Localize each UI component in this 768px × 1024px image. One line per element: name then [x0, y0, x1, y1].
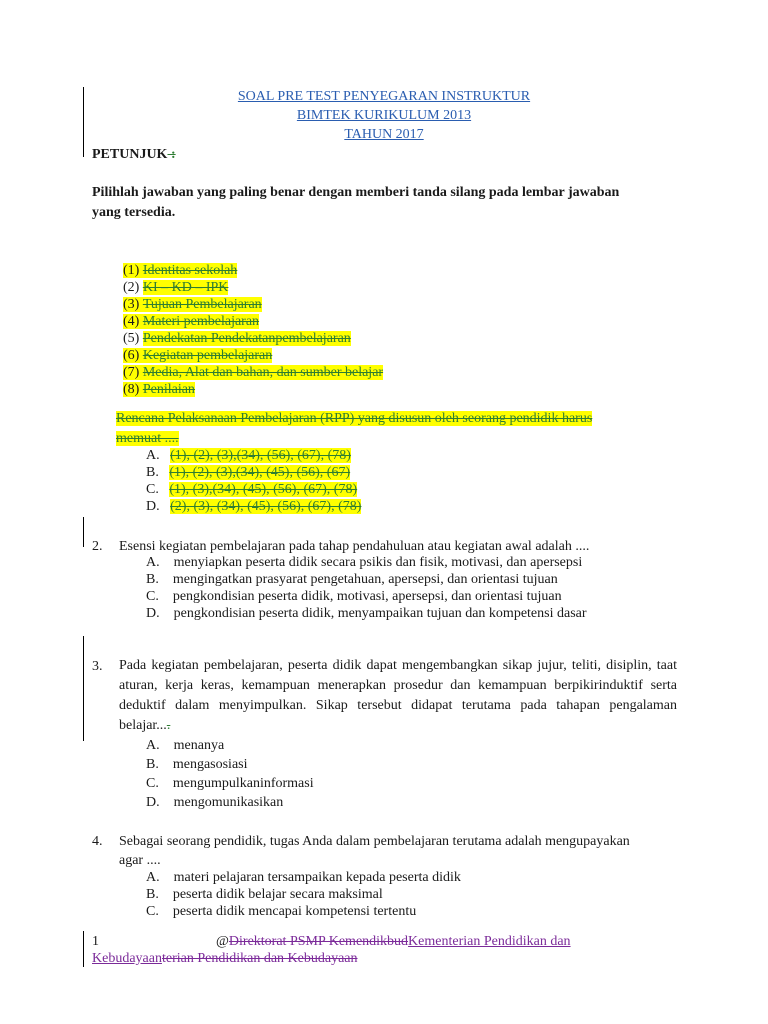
q4-stem-line1: Sebagai seorang pendidik, tugas Anda dalam pembelajaran terutama adalah mengupayakan [119, 834, 630, 849]
q4-option-a: A. materi pelajaran tersampaikan kepada peserta didik [146, 870, 461, 885]
doc-title-line3: TAHUN 2017 [344, 127, 424, 142]
list-item: (8) Penilaian [123, 382, 195, 397]
list-item: (3) Tujuan Pembelajaran [123, 297, 262, 312]
q1-stem-line2: memuat .... [116, 431, 179, 446]
q3-option-b: B. mengasosiasi [146, 757, 248, 772]
instruction-line2: yang tersedia. [92, 205, 176, 220]
q3-option-d: D. mengomunikasikan [146, 795, 284, 810]
q3-number: 3. [92, 659, 103, 674]
q3-option-a: A. menanya [146, 738, 225, 753]
petunjuk-heading [92, 146, 176, 163]
doc-title-line1: SOAL PRE TEST PENYEGARAN INSTRUKTUR [237, 89, 531, 104]
q3-stem: Pada kegiatan pembelajaran, peserta didik dapat mengembangkan sikap jujur, teliti, disiplin, taat aturan, kerja keras, kemampuan menerapkan prosedur dan kemampuan berpikirinduktif serta deduktif dalam menyimpulkan. Sikap tersebut didapat terutama pada tahapan pengalaman belajar.... [119, 658, 677, 733]
q2-option-c: C. pengkondisian peserta didik, motivasi, apersepsi, dan orientasi tujuan [146, 589, 562, 604]
q1-option-c: C. (1), (3),(34), (45), (56), (67), (78) [146, 482, 358, 497]
footer-line2: Kebudayaanterian Pendidikan dan Kebudayaan [92, 951, 358, 966]
q3-option-c: C. mengumpulkaninformasi [146, 776, 314, 791]
doc-title-line2: BIMTEK KURIKULUM 2013 [296, 108, 472, 123]
q4-stem-line2: agar .... [119, 853, 161, 868]
q4-option-b: B. peserta didik belajar secara maksimal [146, 887, 383, 902]
footer-line1: @Direktorat PSMP KemendikbudKementerian Pendidikan dan [216, 934, 571, 949]
change-bar [83, 636, 84, 741]
q1-stem-line1: Rencana Pelaksanaan Pembelajaran (RPP) yang disusun oleh seorang pendidik harus [116, 411, 593, 426]
q4-number: 4. [92, 834, 103, 849]
petunjuk-label: PETUNJUK [92, 147, 168, 162]
q2-option-a: A. menyiapkan peserta didik secara psikis dan fisik, motivasi, dan apersepsi [146, 555, 583, 570]
list-item: (2) KI – KD – IPK [123, 280, 229, 295]
list-item: (1) Identitas sekolah [123, 263, 238, 278]
page-number: 1 [92, 934, 99, 949]
q4-option-c: C. peserta didik mencapai kompetensi tertentu [146, 904, 417, 919]
q2-option-b: B. mengingatkan prasyarat pengetahuan, apersepsi, dan orientasi tujuan [146, 572, 558, 587]
list-item: (4) Materi pembelajaran [123, 314, 260, 329]
q2-number: 2. [92, 539, 103, 554]
q1-option-b: B. (1), (2), (3),(34), (45), (56), (67) [146, 465, 351, 480]
list-item: (7) Media, Alat dan bahan, dan sumber belajar [123, 365, 384, 380]
q1-option-d: D. (2), (3), (34), (45), (56), (67), (78) [146, 499, 362, 514]
change-bar [83, 517, 84, 547]
q1-option-a: A. (1), (2), (3),(34), (56), (67), (78) [146, 448, 351, 463]
change-bar [83, 931, 84, 967]
list-item: (5) Pendekatan Pendekatanpembelajaran [123, 331, 351, 346]
q2-stem: Esensi kegiatan pembelajaran pada tahap pendahuluan atau kegiatan awal adalah .... [119, 539, 590, 554]
q2-option-d: D. pengkondisian peserta didik, menyampaikan tujuan dan kompetensi dasar [146, 606, 587, 621]
instruction-line1: Pilihlah jawaban yang paling benar dengan memberi tanda silang pada lembar jawaban [92, 185, 620, 200]
petunjuk-suffix: : [167, 147, 176, 162]
list-item: (6) Kegiatan pembelajaran [123, 348, 273, 363]
